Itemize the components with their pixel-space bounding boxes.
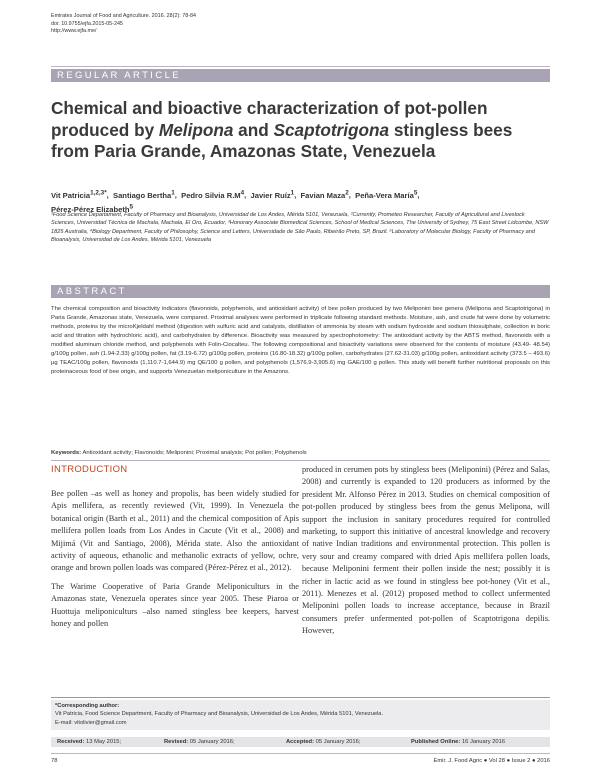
corresponding-address: Vit Patricia, Food Science Department, Faculty of Pharmacy and Bioanalysis, Universidad de Los Andes, Mérida 5101, Venezuela. [55, 711, 384, 718]
corresponding-label: *Corresponding author: [55, 703, 120, 709]
paragraph: The Warime Cooperative of Paria Grande Meliponiculturs in the Amazonas state, Venezuela operates since year 2005. These Piaroa or Huottuja meliponiculturs –also named stingless bee keepers, harvest honey and pollen [51, 581, 299, 629]
abstract-band: ABSTRACT [51, 285, 550, 298]
keywords: Keywords: Antioxidant activity; Flavonoids; Meliponini; Proximal analysis; Pot pollen; Polyphenols [51, 450, 307, 456]
author: Javier Ruíz$^1$ [250, 189, 295, 200]
intro-column-left [51, 488, 299, 636]
author: Pérez-Pérez Elizabeth$^5$ [51, 203, 134, 215]
intro-heading: INTRODUCTION [51, 464, 128, 475]
author: Peña-Vera María$^5$ [355, 189, 418, 200]
corresponding-author-box [51, 700, 550, 730]
section-band: REGULAR ARTICLE [51, 69, 550, 82]
author-list: Vit Patricia$^{1,2,3*}$, Santiago Bertha$^1$, Pedro Silvia $R.M^4$, Javier Ruíz$^1$, Favian Maza$^2$, Peña-Vera María$^5$, Pérez-Pérez Elizabeth$^5$ [51, 189, 420, 215]
affiliations: ¹Food Science Departament, Faculty of Pharmacy and Bioanalysis, Universidad de Los Andes, Mérida 5101, Venezuela, ²Currently, Prometeo Researcher, Faculty of Agricultural and Livestock Sciences, Universidad Técnica de Machala, Machala, El Oro, Ecuador, ³Honorary Associate Biomedical Sciences, School of Medical Sciences, The University of Sydney, 75 East Street Lidcombe, NSW 1825 Australia, ⁴Biology Department, Faculty of Philosophy, Science and Letters, Universidade de São Paulo, Ribeirão Preto, SP, Brazil. ⁵Laboratory of Molecular Biology, Faculty of Pharmacy and Bioanalysis, Universidad de Los Andes, Mérida 5101, Venezuela [51, 212, 549, 244]
author: Santiago Bertha$^1$ [113, 189, 175, 200]
footer-divider [51, 753, 550, 754]
journal-url[interactable]: http://www.ejfa.me/ [51, 28, 97, 35]
revised-date: Revised: 05 January 2016; [164, 739, 235, 745]
doi: doi: 10.9755/ejfa.2015-05-245 [51, 20, 123, 27]
author: Favian Maza$^2$ [300, 189, 349, 200]
paragraph: Bee pollen –as well as honey and propolis, has been widely studied for Apis mellifera, as recently reviewed (Vit, 1999). In Venezuela the botanical origin (Barth et al., 2011) and the chemical composition of Apis mellifera pollen loads from Los Andes in Cacute (Vit et al., 2008) and Mijimá (Vit and Santiago, 2008), Mérida state. Also the antioxidant activity of aqueous, ethanolic and methanolic extracts of yellow, ochre, orange and brown pollen loads was compared (Pérez-Pérez et al., 2012). [51, 489, 299, 573]
author: Pedro Silvia $R.M^4$ [181, 189, 245, 200]
header-divider [51, 66, 550, 67]
corresponding-email[interactable]: E-mail: vitolivier@gmail.com [55, 719, 127, 726]
accepted-date: Accepted: 05 January 2016; [286, 739, 361, 745]
abstract-text: The chemical composition and bioactivity indicators (flavonoids, polyphenols, and antioxidant activity) of bee pollen produced by two Meliponini bee genera (Melipona and Scaptotrigona) in Paria Grande, Amazonas state, Venezuela, were compared. Proximal analyses were performed in triplicate following standard methods. Moisture, ash, and crude fat were done by volumetric methods, proteins by the microKjeldahl method (digestion with sulfuric acid and catalysts, distillation of ammonia by steam with sodium hydroxide and sodium thiosulphate, collection in boric acid and titration with hydrochloric acid), and carbohydrates by difference. Bioactivity was measured by spectrophotometry: The antioxidant activity by the ABTS method, flavonoids with a modified aluminum chloride method, and polyphenols with Folin-Ciocalteu. The following compositional and bioactivity variations were observed for the contents of moisture (43.49- 48.54) g/100g pollen, ash (1.94-2.33) g/100g pollen, fat (3.19-6.72) g/100g pollen, proteins (16.80-18.32) g/100g pollen, carbohydrates (27.62-31.03) g/100g pollen, antioxidant activity (373.5 – 493.6) µg TEAC/100g pollen, flavonoids (1,110.7-1,644.9) mg QE/100 g pollen, and polyphenols (1,576.9-3,905.6) mg GAE/100 g pollen. This study will benefit further nutritional proposals on this proteinaceous food of bee origin, and supports Venezuelan meliponiculture in the Amazons. [51, 306, 550, 375]
received-date: Received: 13 May 2015; [57, 739, 122, 745]
page-number: 78 [51, 758, 58, 764]
intro-column-right [302, 464, 550, 644]
paragraph: produced in cerumen pots by stingless bees (Meliponini) (Pérez and Salas, 2008) and currently is expanded to 120 producers as informed by the president Mr. Alfonso Pérez in 2013. Studies on chemical composition of pot-pollen produced by stingless bees from the genus Melipona, will support the inclusion in sanitary procedures required for controlled marketing, to support this initiative of ancestral knowledge and recovery of native Indian traditions and environmental protection. This pollen is very sour and creamy compared with dried Apis mellifera pollen loads, because Meliponini ferment their pollen inside the nest; possibly it is richer in lactic acid as we found in stingless bee pot-honey (Vit et al., 2011). Menezes et al. (2012) proposed method to collect unfermented Meliponini pollen loads to increase acceptance, because in Brazil consumers prefer unfermented pot-pollen of Scaptotrigona depilis. However, [302, 465, 550, 636]
journal-line: Emirates Journal of Food and Agriculture. 2016. 28(2): 78-84 [51, 13, 197, 19]
author: Vit Patricia$^{1,2,3*}$ [51, 189, 107, 200]
published-date: Published Online: 16 January 2016 [411, 739, 506, 745]
article-title: Chemical and bioactive characterization of pot-pollen produced by Melipona and Scaptotrigona stingless bees from Paria Grande, Amazonas State, Venezuela [51, 98, 513, 161]
footnote-divider [51, 697, 550, 698]
journal-header [51, 13, 196, 36]
abstract-divider [51, 460, 550, 461]
article-dates [51, 737, 550, 747]
journal-citation: Emir. J. Food Agric ● Vol 28 ● Issue 2 ● 2016 [433, 758, 550, 764]
